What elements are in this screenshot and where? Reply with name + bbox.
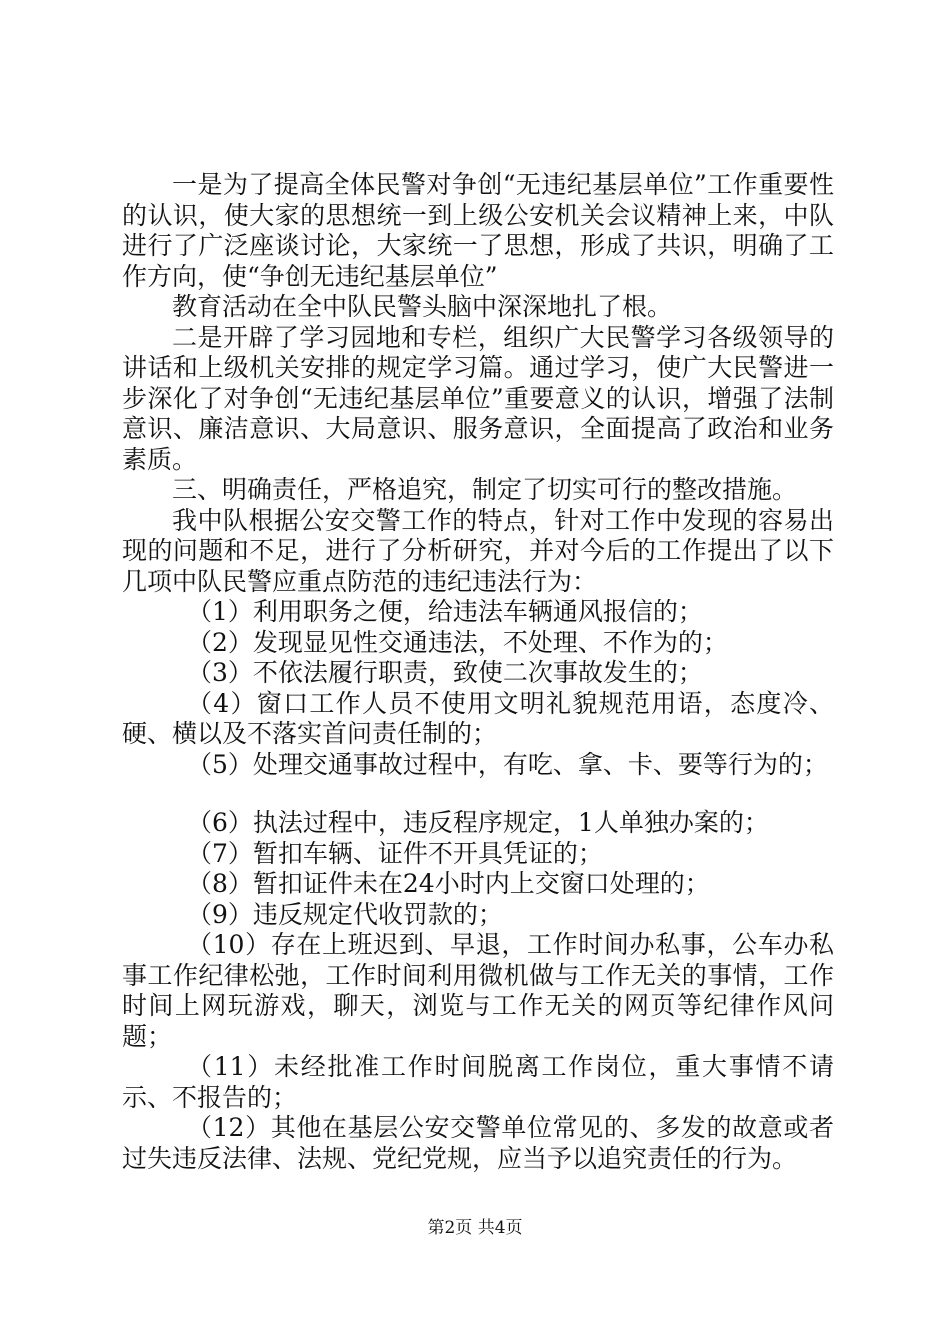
document-body	[122, 170, 834, 1174]
list-item-7: （7）暂扣车辆、证件不开具凭证的；	[187, 838, 603, 868]
list-item-11: （11）未经批准工作时间脱离工作岗位，重大事情不请示、不报告的；	[122, 1052, 834, 1112]
list-item-2: （2）发现显见性交通违法，不处理、不作为的；	[187, 627, 728, 657]
list-item-5: （5）处理交通事故过程中，有吃、拿、卡、要等行为的；	[187, 749, 828, 779]
paragraph-intro-list: 我中队根据公安交警工作的特点，针对工作中发现的容易出现的问题和不足，进行了分析研究，并对今后的工作提出了以下几项中队民警应重点防范的违纪违法行为：	[122, 505, 834, 596]
list-item-3: （3）不依法履行职责，致使二次事故发生的；	[187, 658, 703, 687]
list-item-4: （4）窗口工作人员不使用文明礼貌规范用语，态度冷、硬、横以及不落实首问责任制的；	[122, 688, 834, 748]
list-item-8: （8）暂扣证件未在24小时内上交窗口处理的；	[187, 869, 710, 898]
page-number-footer: 第2页 共4页	[427, 1218, 523, 1238]
paragraph-education: 教育活动在全中队民警头脑中深深地扎了根。	[172, 292, 673, 321]
paragraph-awareness: 一是为了提高全体民警对争创“无违纪基层单位”工作重要性的认识，使大家的思想统一到上级公安机关会议精神上来，中队进行了广泛座谈讨论，大家统一了思想，形成了共识，明确了工作方向，使“争创无违纪基层单位”	[122, 170, 834, 291]
list-item-10: （10）存在上班迟到、早退，工作时间办私事，公车办私事工作纪律松弛，工作时间利用微机做与工作无关的事情，工作时间上网玩游戏，聊天，浏览与工作无关的网页等纪律作风问题；	[122, 930, 834, 1051]
list-item-12: （12）其他在基层公安交警单位常见的、多发的故意或者过失违反法律、法规、党纪党规，应当予以追究责任的行为。	[122, 1113, 834, 1173]
list-item-1: （1）利用职务之便，给违法车辆通风报信的；	[187, 597, 703, 626]
list-item-9: （9）违反规定代收罚款的；	[187, 899, 503, 929]
paragraph-section-three-heading: 三、明确责任，严格追究，制定了切实可行的整改措施。	[172, 475, 798, 504]
blank-line	[122, 780, 834, 808]
list-item-6: （6）执法过程中，违反程序规定，1人单独办案的；	[187, 808, 769, 837]
paragraph-study-column: 二是开辟了学习园地和专栏，组织广大民警学习各级领导的讲话和上级机关安排的规定学习篇。通过学习，使广大民警进一步深化了对争创“无违纪基层单位”重要意义的认识，增强了法制意识、廉洁意识、大局意识、服务意识，全面提高了政治和业务素质。	[122, 322, 834, 474]
